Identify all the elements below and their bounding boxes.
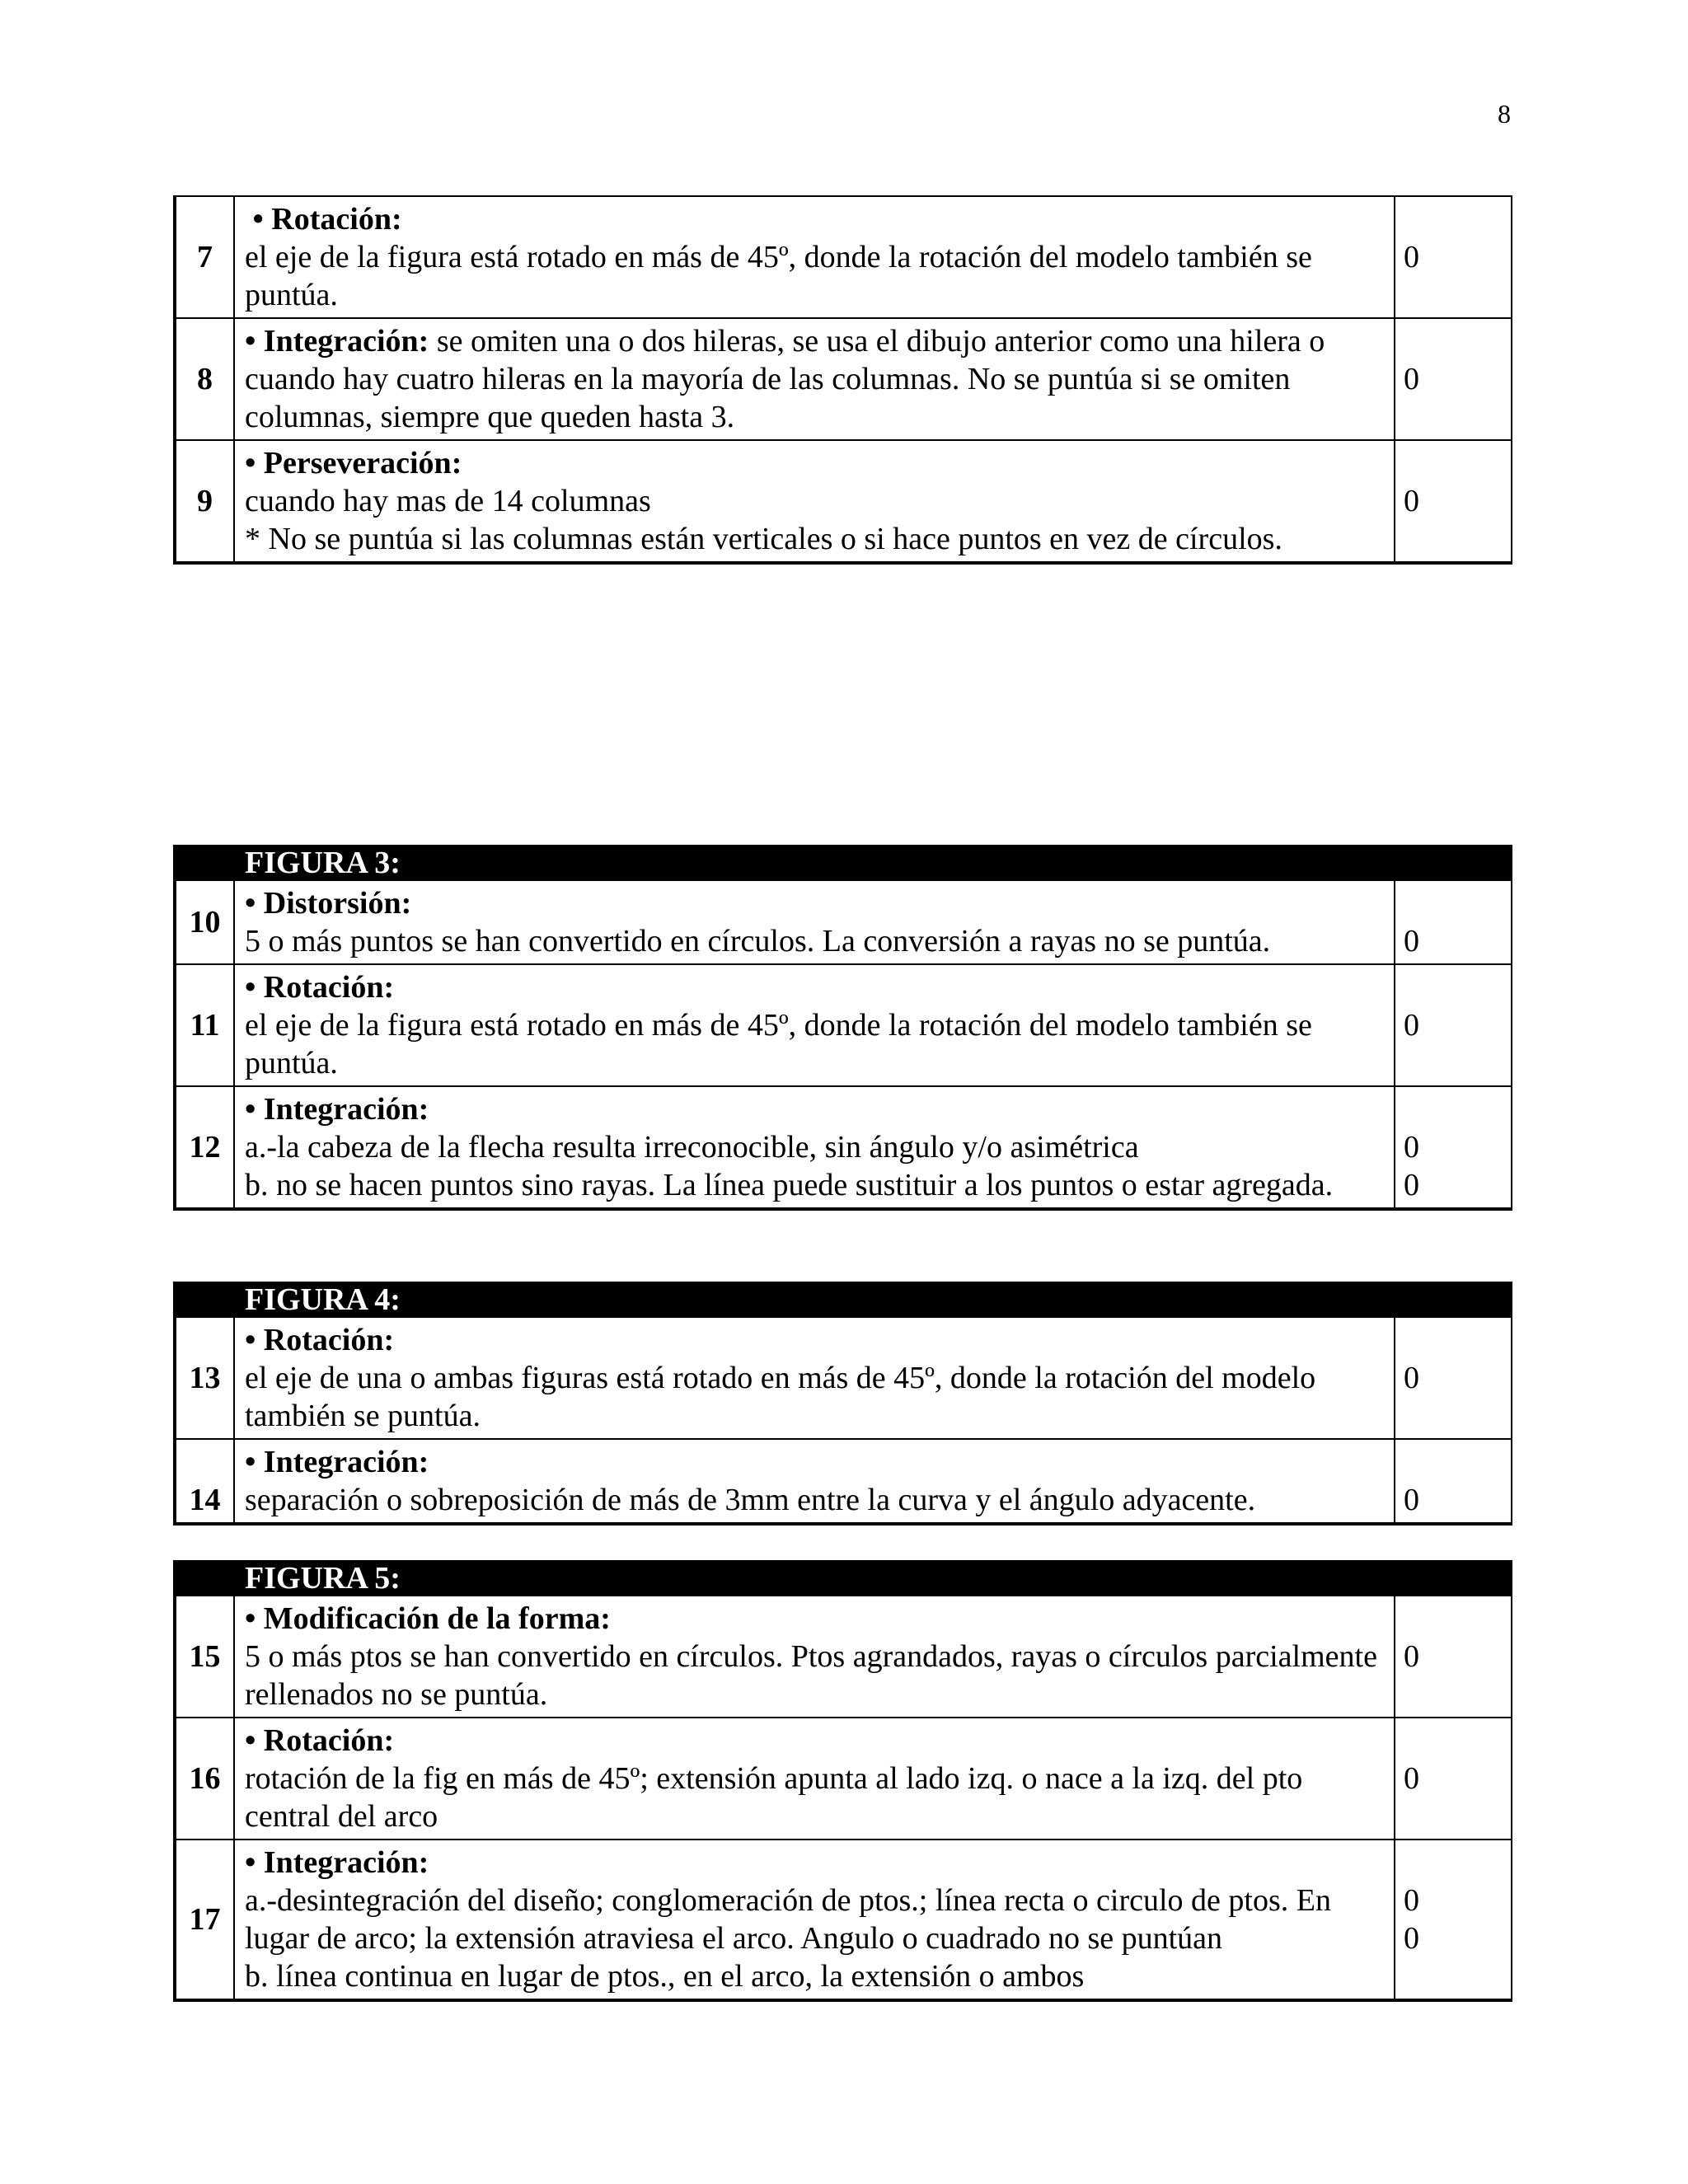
criterion-title: • Integración: — [245, 1845, 429, 1880]
item-number: 10 — [175, 880, 234, 964]
item-description — [234, 1317, 1395, 1439]
item-score — [1395, 1840, 1512, 2000]
table-row — [175, 440, 1512, 563]
criterion-text: rotación de la fig en más de 45º; extensión apunta al lado izq. o nace a la izq. del pto central del arco — [245, 1761, 1303, 1834]
scoring-table-figura-3 — [173, 845, 1512, 1211]
table-row — [175, 1596, 1512, 1718]
criterion-text: el eje de una o ambas figuras está rotado en más de 45º, donde la rotación del modelo también se puntúa. — [245, 1361, 1316, 1433]
item-score — [1395, 440, 1512, 563]
criterion-text: se omiten una o dos hileras, se usa el dibujo anterior como una hilera o cuando hay cuatro hileras en la mayoría de las columnas. No se puntúa si se omiten columnas, siempre que queden hasta 3. — [245, 324, 1325, 434]
criterion-text: a.-la cabeza de la flecha resulta irreconocible, sin ángulo y/o asimétrica — [245, 1130, 1139, 1165]
criterion-title: • Rotación: — [245, 1323, 395, 1357]
criterion-text: 5 o más ptos se han convertido en círculos. Ptos agrandados, rayas o círculos parcialmente rellenados no se puntúa. — [245, 1639, 1377, 1712]
scoring-table-figura-4 — [173, 1282, 1512, 1526]
criterion-title: • Rotación: — [245, 970, 395, 1005]
score-value: 0 — [1404, 240, 1419, 274]
item-score — [1395, 1718, 1512, 1840]
item-description — [234, 318, 1395, 440]
table-row — [175, 964, 1512, 1086]
item-score — [1395, 1317, 1512, 1439]
score-value: 0 — [1403, 1130, 1419, 1165]
criterion-title: • Perseveración: — [245, 446, 462, 480]
item-number: 14 — [175, 1439, 234, 1524]
table-row — [175, 1317, 1512, 1439]
item-score — [1395, 880, 1512, 964]
item-score — [1395, 1439, 1512, 1524]
item-number: 13 — [175, 1317, 234, 1439]
criterion-title: • Rotación: — [245, 202, 402, 237]
score-value: 0 — [1403, 1008, 1419, 1043]
item-score — [1395, 318, 1512, 440]
table-row — [175, 1439, 1512, 1524]
score-value: 0 — [1403, 1483, 1419, 1517]
item-description — [234, 1439, 1395, 1524]
table-row — [175, 1840, 1512, 2000]
item-score — [1395, 196, 1512, 318]
criterion-text: separación o sobreposición de más de 3mm entre la curva y el ángulo adyacente. — [245, 1483, 1256, 1517]
item-description — [234, 440, 1395, 563]
table-row — [175, 880, 1512, 964]
criterion-text: b. no se hacen puntos sino rayas. La línea puede sustituir a los puntos o estar agregada. — [245, 1168, 1334, 1202]
item-description — [234, 1718, 1395, 1840]
item-description — [234, 1596, 1395, 1718]
figure-header-row — [175, 1561, 1512, 1596]
item-description — [234, 1840, 1395, 2000]
item-number: 12 — [175, 1086, 234, 1209]
item-number: 9 — [175, 440, 234, 563]
item-number: 16 — [175, 1718, 234, 1840]
item-description — [234, 880, 1395, 964]
score-value: 0 — [1404, 362, 1419, 396]
figure-header-row — [175, 846, 1512, 880]
criterion-title: • Integración: — [245, 1445, 429, 1479]
figure-header: FIGURA 4: — [234, 1282, 1512, 1317]
item-score — [1395, 1086, 1512, 1209]
score-value: 0 — [1403, 924, 1419, 958]
score-value: 0 — [1403, 1761, 1419, 1796]
score-value: 0 — [1403, 1921, 1419, 1956]
item-description — [234, 964, 1395, 1086]
item-description — [234, 196, 1395, 318]
figure-header: FIGURA 5: — [234, 1561, 1512, 1596]
criterion-text: cuando hay mas de 14 columnas — [245, 484, 651, 518]
item-number: 11 — [175, 964, 234, 1086]
criterion-note: * No se puntúa si las columnas están verticales o si hace puntos en vez de círculos. — [245, 522, 1282, 556]
scoring-table-continuation — [173, 195, 1512, 565]
criterion-text: el eje de la figura está rotado en más de 45º, donde la rotación del modelo también se puntúa. — [245, 240, 1312, 312]
criterion-text: 5 o más puntos se han convertido en círculos. La conversión a rayas no se puntúa. — [245, 924, 1271, 958]
item-score — [1395, 964, 1512, 1086]
page-number: 8 — [1498, 99, 1511, 129]
criterion-title: • Integración: — [245, 1092, 429, 1127]
scoring-table-figura-5 — [173, 1560, 1512, 2002]
item-number: 15 — [175, 1596, 234, 1718]
item-number: 17 — [175, 1840, 234, 2000]
table-row — [175, 1718, 1512, 1840]
item-description — [234, 1086, 1395, 1209]
table-row — [175, 318, 1512, 440]
item-number: 7 — [175, 196, 234, 318]
criterion-title: • Integración: — [245, 324, 429, 359]
criterion-title: • Modificación de la forma: — [245, 1601, 611, 1636]
criterion-title: • Distorsión: — [245, 886, 412, 921]
score-value: 0 — [1403, 1361, 1419, 1395]
item-score — [1395, 1596, 1512, 1718]
criterion-title: • Rotación: — [245, 1723, 395, 1758]
score-value: 0 — [1403, 1168, 1419, 1202]
score-value: 0 — [1403, 1883, 1419, 1918]
table-row — [175, 1086, 1512, 1209]
criterion-text: a.-desintegración del diseño; conglomeración de ptos.; línea recta o circulo de ptos. En lugar de arco; la extensión atraviesa el arco. Angulo o cuadrado no se puntúan — [245, 1883, 1331, 1956]
table-row — [175, 196, 1512, 318]
figure-header-row — [175, 1282, 1512, 1317]
figure-header: FIGURA 3: — [234, 846, 1512, 880]
criterion-text: b. línea continua en lugar de ptos., en el arco, la extensión o ambos — [245, 1959, 1085, 1994]
criterion-text: el eje de la figura está rotado en más de 45º, donde la rotación del modelo también se puntúa. — [245, 1008, 1312, 1080]
item-number: 8 — [175, 318, 234, 440]
score-value: 0 — [1403, 1639, 1419, 1674]
score-value: 0 — [1404, 484, 1419, 518]
